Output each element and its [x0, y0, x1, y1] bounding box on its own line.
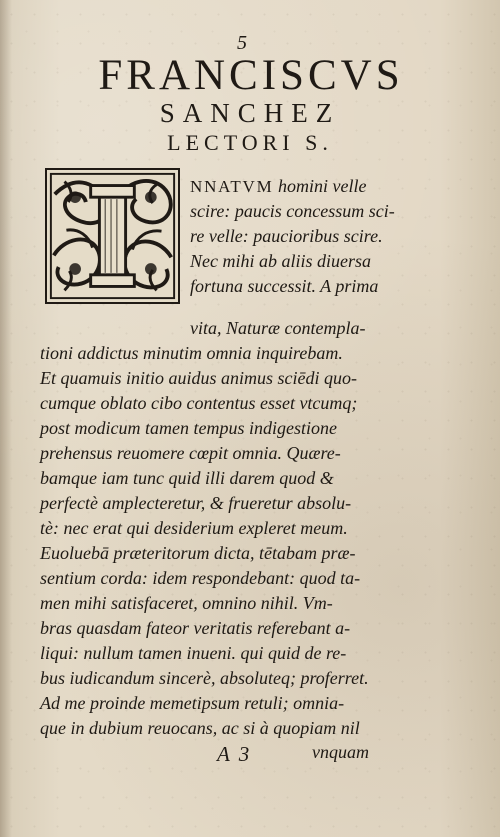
body-line-2: tioni addictus minutim omnia inquirebam. — [40, 343, 343, 363]
opening-line-4: Nec mihi ab aliis diuersa — [190, 251, 371, 271]
body-line-12: men mihi satisfaceret, omnino nihil. Vm- — [40, 593, 333, 613]
body-line-10: Euoluebā præteritorum dicta, tētabam præ- — [40, 543, 356, 563]
body-line-8: perfectè amplecteretur, & frueretur absolu- — [40, 493, 352, 513]
body-line-1: vita, Naturæ contempla- — [190, 318, 366, 338]
body-line-14: liqui: nullum tamen inueni. qui quid de re- — [40, 643, 347, 663]
signature-mark: A 3 — [217, 742, 252, 766]
body-line-6: prehensus reuomere cœpit omnia. Quære- — [40, 443, 341, 463]
catchword: vnquam — [312, 742, 369, 762]
body-text — [40, 318, 460, 743]
opening-paragraph — [190, 176, 420, 301]
body-line-16: Ad me proinde memetipsum retuli; omnia- — [40, 693, 345, 713]
body-line-4: cumque oblato cibo contentus esset vtcumq; — [40, 393, 358, 413]
opening-line-1-rest: homini velle — [273, 176, 367, 196]
opening-line-3: re velle: paucioribus scire. — [190, 226, 383, 246]
author-surname-heading: SANCHEZ — [159, 98, 341, 128]
body-line-17: que in dubium reuocans, ac si à quopiam nil — [40, 718, 360, 738]
opening-line-2: scire: paucis concessum sci- — [190, 201, 395, 221]
body-line-7: bamque iam tunc quid illi darem quod & — [40, 468, 334, 488]
body-line-15: bus iudicandum sincerè, absoluteq; proferret. — [40, 668, 369, 688]
ornamental-initial-I-icon — [45, 168, 180, 304]
body-line-3: Et quamuis initio auidus animus sciēdi quo- — [40, 368, 357, 388]
body-line-5: post modicum tamen tempus indigestione — [40, 418, 337, 438]
opening-line-5: fortuna successit. A prima — [190, 276, 379, 296]
page-edge-shadow — [0, 0, 12, 837]
opening-capitals: NNATVM — [190, 177, 274, 196]
opening-line-1 — [190, 176, 420, 201]
reader-address-heading: LECTORI S. — [167, 130, 333, 155]
body-line-13: bras quasdam fateor veritatis referebant a- — [40, 618, 351, 638]
page-number: 5 — [237, 32, 247, 54]
author-heading: FRANCISCVS — [98, 52, 404, 99]
body-line-9: tè: nec erat qui desiderium expleret meum. — [40, 518, 348, 538]
body-line-11: sentium corda: idem respondebant: quod ta- — [40, 568, 361, 588]
